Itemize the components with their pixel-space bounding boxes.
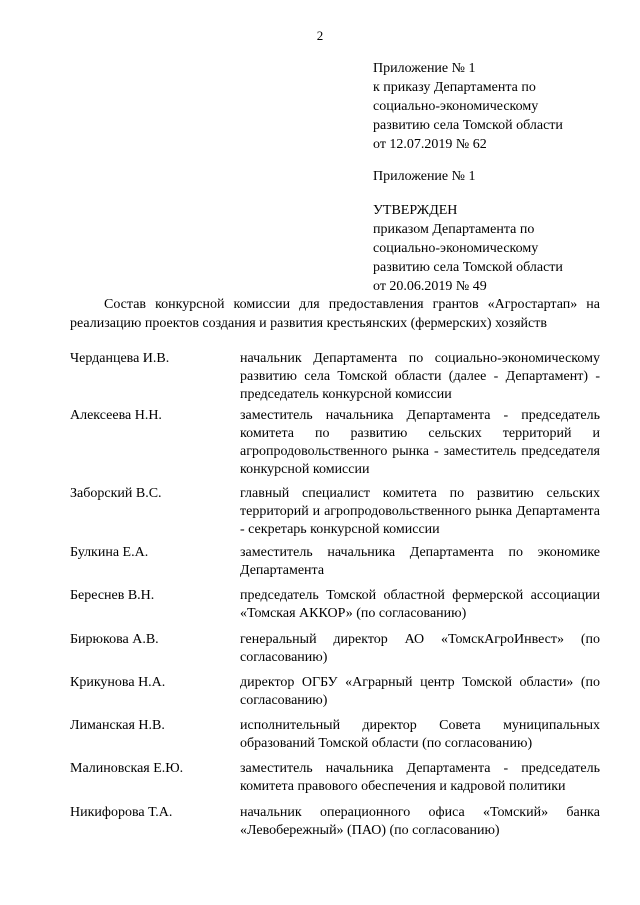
- member-role: начальник операционного офиса «Томский» банка «Левобережный» (ПАО) (по согласованию): [240, 805, 600, 838]
- document-title: [70, 295, 600, 333]
- document-title-text: Состав конкурсной комиссии для предоставления грантов «Агростартап» на реализацию проектов создания и развития крестьянских (фермерских) хозяйств: [70, 297, 600, 331]
- member-name: Булкина Е.А.: [70, 545, 149, 560]
- appendix-line: социально-экономическому: [373, 99, 539, 114]
- member-name: Черданцева И.В.: [70, 351, 170, 366]
- appendix-line: от 12.07.2019 № 62: [373, 137, 487, 152]
- member-name: Никифорова Т.А.: [70, 805, 173, 820]
- approval-line: социально-экономическому: [373, 241, 539, 256]
- member-role: председатель Томской областной фермерской ассоциации «Томская АККОР» (по согласованию): [240, 588, 600, 621]
- member-role: исполнительный директор Совета муниципальных образований Томской области (по согласованию): [240, 718, 600, 751]
- member-name: Береснев В.Н.: [70, 588, 155, 603]
- appendix-line: Приложение № 1: [373, 61, 476, 76]
- member-role: начальник Департамента по социально-экономическому развитию села Томской области (далее - Департамент) - председатель конкурсной комиссии: [240, 351, 600, 402]
- appendix-line: развитию села Томской области: [373, 118, 563, 133]
- appendix-label: Приложение № 1: [373, 169, 476, 184]
- approval-heading: УТВЕРЖДЕН: [373, 203, 458, 218]
- appendix-line: к приказу Департамента по: [373, 80, 536, 95]
- member-role: заместитель начальника Департамента - председатель комитета правового обеспечения и кадровой политики: [240, 761, 600, 794]
- approval-line: приказом Департамента по: [373, 222, 535, 237]
- member-name: Заборский В.С.: [70, 486, 162, 501]
- member-role: директор ОГБУ «Аграрный центр Томской области» (по согласованию): [240, 675, 600, 708]
- member-role: главный специалист комитета по развитию сельских территорий и агропродовольственного рынка Департамента - секретарь конкурсной комиссии: [240, 486, 600, 537]
- approval-line: развитию села Томской области: [373, 260, 563, 275]
- member-role: заместитель начальника Департамента по экономике Департамента: [240, 545, 600, 578]
- approval-block: [373, 201, 613, 296]
- member-name: Алексеева Н.Н.: [70, 408, 162, 423]
- member-name: Малиновская Е.Ю.: [70, 761, 184, 776]
- appendix-reference: [373, 59, 613, 154]
- member-name: Бирюкова А.В.: [70, 632, 159, 647]
- page-number: 2: [316, 28, 324, 43]
- approval-line: от 20.06.2019 № 49: [373, 279, 487, 294]
- member-name: Крикунова Н.А.: [70, 675, 166, 690]
- member-role: заместитель начальника Департамента - председатель комитета по развитию сельских территорий и агропродовольственного рынка - заместитель председателя конкурсной комиссии: [240, 408, 600, 477]
- member-name: Лиманская Н.В.: [70, 718, 165, 733]
- member-role: генеральный директор АО «ТомскАгроИнвест» (по согласованию): [240, 632, 600, 665]
